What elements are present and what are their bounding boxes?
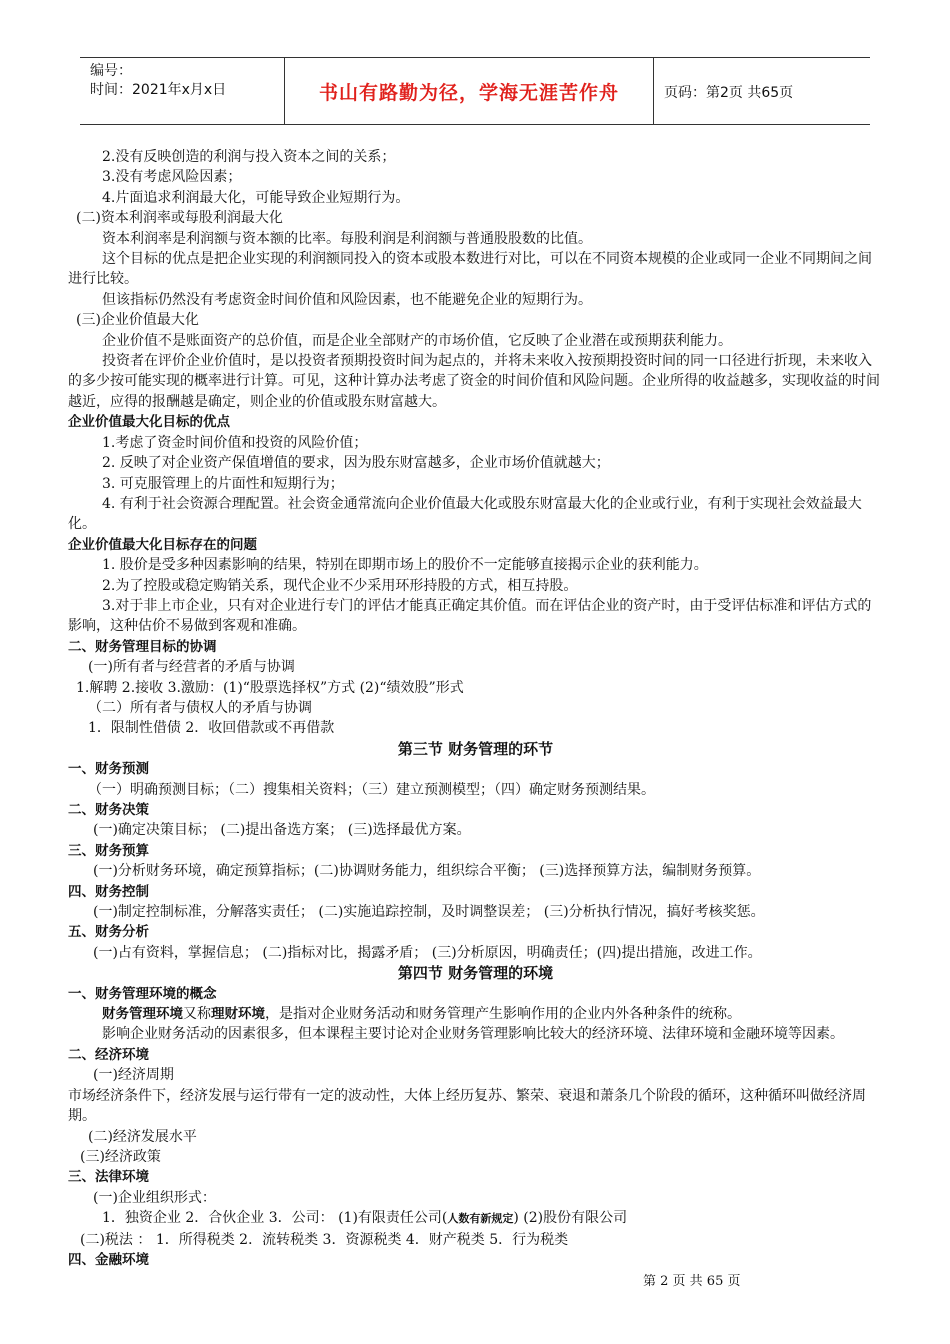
header-page-info: 页码：第2页 共65页 [664,85,794,101]
text-line: (二)税法 ： 1．所得税类 2．流转税类 3．资源税类 4．财产税类 5．行为税类 [80,1231,569,1248]
text-line: 2.没有反映创造的利润与投入资本之间的关系； [102,149,396,165]
list-item: 2.为了控股或稳定购销关系，现代企业不少采用环形持股的方式，相互持股。 [102,577,578,594]
term-bold: 财务管理环境 [102,1006,183,1023]
subsection-heading: （二）所有者与债权人的矛盾与协调 [88,699,312,716]
header-left [90,62,226,100]
text-line: 1.解聘 2.接收 3.激励：(1)“股票选择权”方式 (2)“绩效股”形式 [76,679,464,696]
header-motto: 书山有路勤为径，学海无涯苦作舟 [284,58,654,124]
section-heading: 四、金融环境 [68,1251,149,1268]
subsection-heading: (三)企业价值最大化 [76,312,199,329]
subsection-heading: (一)所有者与经营者的矛盾与协调 [88,659,295,676]
section-heading: 二、经济环境 [68,1046,149,1063]
text-line: 1．限制性借债 2．收回借款或不再借款 [88,720,335,737]
document-number-label: 编号： [90,63,132,79]
text-line: 4.片面追求利润最大化，可能导致企业短期行为。 [102,189,410,206]
text-span: ，是指对企业财务活动和财务管理产生影响作用的企业内外各种条件的统称。 [265,1006,741,1023]
note-bold-small: 人数有新规定 [447,1212,514,1226]
text-line: (一)确定决策目标； (二)提出备选方案； (三)选择最优方案。 [93,822,471,839]
text-line: 企业价值不是账面资产的总价值，而是企业全部财产的市场价值，它反映了企业潜在或预期获利能力。 [102,332,732,349]
paragraph: 市场经济条件下，经济发展与运行带有一定的波动性，大体上经历复苏、繁荣、衰退和萧条几个阶段的循环，这种循环叫做经济周期。 [68,1087,866,1125]
section-heading: 三、法律环境 [68,1169,149,1186]
text-line: 但该指标仍然没有考虑资金时间价值和风险因素，也不能避免企业的短期行为。 [102,291,592,308]
bold-heading: 企业价值最大化目标的优点 [68,414,230,431]
subsection-heading: (二)资本利润率或每股利润最大化 [76,210,283,227]
list-item: 1.考虑了资金时间价值和投资的风险价值； [102,434,368,451]
section-heading: 四、财务控制 [68,883,149,900]
paragraph: 这个目标的优点是把企业实现的利润额同投入的资本或股本数进行对比，可以在不同资本规模的企业或同一企业不同期间之间进行比较。 [68,251,872,288]
text-line [68,1208,883,1229]
section-heading: 二、财务决策 [68,802,149,818]
list-item: 4. 有利于社会资源合理配置。社会资金通常流向企业价值最大化或股东财富最大化的企业或行业，有利于实现社会效益最大化。 [68,495,862,533]
subsection-heading: (二)经济发展水平 [88,1128,197,1145]
section-heading: 五、财务分析 [68,924,149,941]
list-item: 3.对于非上市企业，只有对企业进行专门的评估才能真正确定其价值。而在评估企业的资产时，由于受评估标准和评估方式的影响，这种估价不易做到客观和准确。 [68,597,872,635]
text-line: (一)制定控制标准，分解落实责任； (二)实施追踪控制，及时调整误差； (三)分析执行情况，搞好考核奖惩。 [93,904,765,921]
list-item: 2. 反映了对企业资产保值增值的要求，因为股东财富越多，企业市场价值就越大； [102,455,610,472]
text-span: 又称 [183,1006,211,1023]
paragraph: 投资者在评价企业价值时，是以投资者预期投资时间为起点的，并将未来收入按预期投资时间的同一口径进行折现，未来收入的多少按可能实现的概率进行计算。可见，这种计算办法考虑了资金的时间价值和风险问题。企业所得的收益越多，实现收益的时间越近，应得的报酬越是确定，则企业的价值或股东财富越大。 [68,353,880,410]
section-heading: 二、财务管理目标的协调 [68,638,217,655]
text-line: 3.没有考虑风险因素； [102,169,242,186]
text-line: （一）明确预测目标；（二）搜集相关资料；（三）建立预测模型；（四）确定财务预测结果。 [88,781,655,798]
paragraph: 影响企业财务活动的因素很多，但本课程主要讨论对企业财务管理影响比较大的经济环境、法律环境和金融环境等因素。 [102,1026,844,1043]
chapter-section-title: 第三节 财务管理的环节 [397,739,554,758]
page-footer: 第 2 页 共 65 页 [643,1274,741,1289]
page-header [80,57,870,125]
section-heading: 一、财务管理环境的概念 [68,985,217,1002]
list-item: 1. 股价是受多种因素影响的结果，特别在即期市场上的股价不一定能够直接揭示企业的获利能力。 [102,557,708,574]
document-time-label: 时间：2021年x月x日 [90,82,227,98]
text-line: 资本利润率是利润额与资本额的比率。每股利润是利润额与普通股股数的比值。 [102,230,592,247]
section-heading: 三、财务预算 [68,842,149,859]
subsection-heading: (一)经济周期 [93,1067,174,1084]
bold-heading: 企业价值最大化目标存在的问题 [68,536,257,553]
definition-line [68,1004,883,1024]
subsection-heading: (一)企业组织形式： [93,1189,216,1206]
text-line: (一)占有资料，掌握信息； (二)指标对比，揭露矛盾； (三)分析原因，明确责任；(四)提出措施，改进工作。 [93,944,762,961]
subsection-heading: (三)经济政策 [80,1148,161,1165]
term-bold: 理财环境 [211,1006,265,1023]
chapter-section-title: 第四节 财务管理的环境 [397,964,554,983]
document-body [68,147,883,1270]
text-line: (一)分析财务环境，确定预算指标；(二)协调财务能力，组织综合平衡； (三)选择预算方法，编制财务预算。 [93,863,761,880]
section-heading: 一、财务预测 [68,761,149,778]
text-span: ) (2)股份有限公司 [513,1210,628,1227]
text-span: 1．独资企业 2．合伙企业 3．公司： (1)有限责任公司( [102,1210,448,1227]
list-item: 3. 可克服管理上的片面性和短期行为； [102,475,344,492]
